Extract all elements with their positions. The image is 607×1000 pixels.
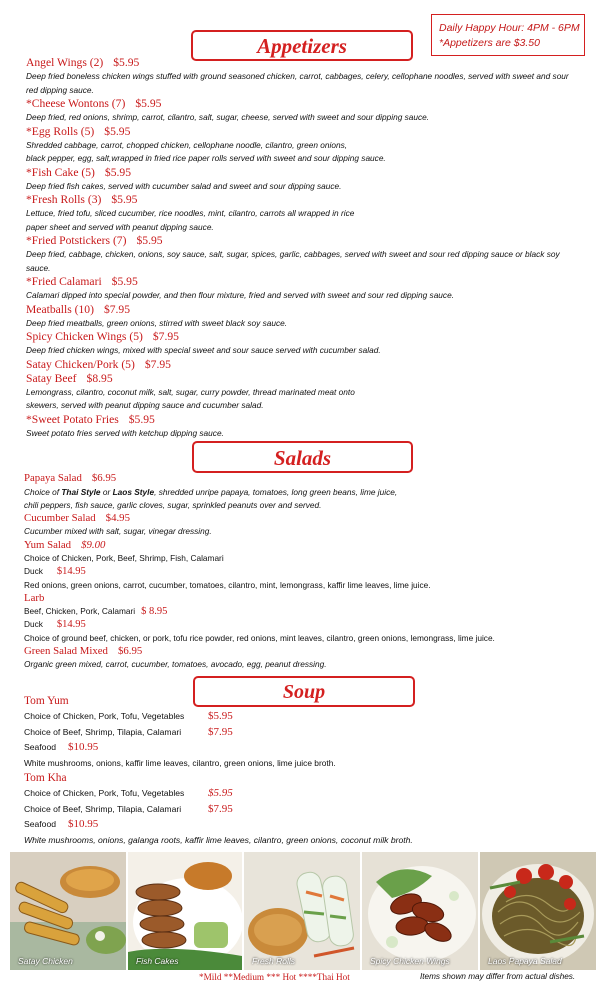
photo-laos-papaya-salad	[480, 852, 596, 970]
photo-caption: Satay Chicken	[18, 956, 73, 966]
photo-spicy-chicken-wings	[362, 852, 478, 970]
menu-item-desc: paper sheet and served with peanut dipping sauce.	[26, 221, 214, 232]
soup-title: Soup	[282, 681, 326, 703]
menu-item-desc: Choice of Thai Style or Laos Style, shredded unripe papaya, tomatoes, long green beans, lime juice,	[24, 486, 398, 497]
menu-item-option: Choice of Beef, Shrimp, Tilapia, Calamari $7.95	[24, 802, 233, 815]
menu-item-desc: chili peppers, fish sauce, garlic cloves, sugar, sprinkled peanuts over and served.	[24, 499, 322, 510]
menu-item-desc: Deep fried boneless chicken wings stuffed with ground seasoned chicken, carrot, cabbages, celery, cellophane noodles, served with sweet and sour	[26, 71, 569, 81]
menu-item-name: *Fried Potstickers (7) $5.95	[26, 234, 163, 247]
menu-item-desc: Calamari dipped into special powder, and then flour mixture, fried and served with sweet and sour red dipping sauce.	[26, 290, 454, 300]
menu-item-name: *Fresh Rolls (3) $5.95	[26, 193, 138, 206]
menu-item-option: Seafood $10.95	[24, 741, 99, 754]
menu-item-name: Satay Beef $8.95	[26, 371, 113, 385]
menu-item-desc: Red onions, green onions, carrot, cucumber, tomatoes, cilantro, mint, lemongrass, kaffir lime leaves, lime juice.	[24, 579, 431, 590]
menu-item-desc: Choice of ground beef, chicken, or pork, tofu rice powder, red onions, mint leaves, cilantro, green onions, lemongrass, lime juice.	[24, 632, 495, 643]
photo-disclaimer: Items shown may differ from actual dishes.	[420, 972, 576, 981]
menu-item-desc: red dipping sauce.	[26, 84, 94, 95]
menu-item-option: Beef, Chicken, Pork, Calamari $ 8.95	[24, 606, 168, 618]
appetizers-list	[26, 56, 607, 440]
menu-item-desc: Sweet potato fries served with ketchup dipping sauce.	[26, 427, 224, 438]
menu-item-desc: Deep fried, red onions, shrimp, carrot, cilantro, salt, sugar, cheese, served with sweet and sour dipping sauce.	[26, 112, 430, 122]
menu-item-name: *Cheese Wontons (7) $5.95	[26, 97, 162, 110]
menu-item-desc: Deep fried meatballs, green onions, stirred with sweet black soy sauce.	[26, 317, 288, 328]
photo-caption: Fresh Rolls	[252, 956, 295, 966]
menu-item-option: Choice of Chicken, Pork, Tofu, Vegetables $5.95	[24, 787, 233, 800]
menu-item-name: Green Salad Mixed $6.95	[24, 644, 143, 657]
menu-item-name: Tom Yum	[24, 695, 69, 707]
menu-item-desc: Cucumber mixed with salt, sugar, vinegar dressing.	[24, 526, 212, 537]
menu-item-name: Papaya Salad $6.95	[24, 472, 117, 484]
menu-item-option: Choice of Chicken, Pork, Beef, Shrimp, Fish, Calamari	[24, 553, 224, 564]
menu-item-name: Angel Wings (2) $5.95	[26, 56, 140, 69]
menu-item-desc: Deep fried fish cakes, served with cucumber salad and sweet and sour dipping sauce.	[26, 180, 342, 191]
salads-title: Salads	[273, 446, 332, 470]
appetizers-title: Appetizers	[257, 34, 347, 58]
menu-item-option: Seafood $10.95	[24, 818, 99, 831]
menu-item-desc: Shredded cabbage, carrot, chopped chicken, cellophane noodle, cilantro, green onions,	[26, 139, 348, 150]
menu-item-desc: black pepper, egg, salt,wrapped in fried rice paper rolls served with sweet and sour dipping sauce.	[26, 153, 386, 163]
photo-fresh-rolls	[244, 852, 360, 970]
happy-hour-box	[431, 14, 585, 56]
photo-caption: Fish Cakes	[136, 956, 179, 966]
menu-item-option: Duck $14.95	[24, 566, 86, 578]
menu-item-name: Satay Chicken/Pork (5) $7.95	[26, 357, 171, 371]
photo-satay-chicken	[10, 852, 126, 970]
menu-item-name: Larb	[24, 591, 45, 604]
menu-item-name: Spicy Chicken Wings (5) $7.95	[26, 330, 179, 343]
menu-item-desc: Lettuce, fried tofu, sliced cucumber, rice noodles, mint, cilantro, carrots all wrapped in rice	[26, 208, 355, 218]
food-photo-strip	[10, 852, 600, 972]
salads-banner	[192, 441, 413, 473]
spice-level-legend: *Mild **Medium *** Hot ****Thai Hot	[199, 972, 350, 982]
menu-item-desc: Deep fried chicken wings, mixed with special sweet and sour sauce served with cucumber salad.	[26, 345, 381, 355]
menu-item-name: Meatballs (10) $7.95	[26, 302, 131, 316]
menu-item-desc: White mushrooms, onions, kaffir lime leaves, cilantro, green onions, lime juice broth.	[24, 757, 336, 768]
menu-item-option: Duck $14.95	[24, 619, 86, 631]
menu-item-name: Cucumber Salad $4.95	[24, 511, 130, 524]
menu-item-name: *Fried Calamari $5.95	[26, 275, 138, 288]
menu-item-desc: White mushrooms, onions, galanga roots, kaffir lime leaves, cilantro, green onions, coconut milk broth.	[24, 834, 413, 845]
menu-item-desc: Lemongrass, cilantro, coconut milk, salt, sugar, curry powder, thread marinated meat onto	[26, 386, 355, 397]
salads-list	[24, 472, 607, 672]
soup-list	[24, 694, 607, 848]
menu-item-option: Choice of Chicken, Pork, Tofu, Vegetables $5.95	[24, 710, 233, 723]
happy-hour-note: *Appetizers are $3.50	[439, 37, 540, 49]
menu-item-desc: Organic green mixed, carrot, cucumber, tomatoes, avocado, egg, peanut dressing.	[24, 659, 327, 670]
menu-item-option: Choice of Beef, Shrimp, Tilapia, Calamari $7.95	[24, 725, 233, 738]
menu-item-name: *Fish Cake (5) $5.95	[26, 165, 132, 179]
menu-item-name: Yum Salad $9.00	[24, 538, 106, 551]
menu-item-name: Tom Kha	[24, 772, 67, 785]
happy-hour-time: Daily Happy Hour: 4PM - 6PM	[439, 22, 580, 34]
menu-item-desc: skewers, served with peanut dipping sauce and cucumber salad.	[26, 400, 264, 410]
menu-item-desc: sauce.	[26, 262, 51, 273]
photo-caption: Laos Papaya Salad	[488, 956, 562, 966]
photo-fish-cakes	[128, 852, 242, 970]
menu-item-name: *Egg Rolls (5) $5.95	[26, 124, 131, 138]
menu-item-desc: Deep fried, cabbage, chicken, onions, soy sauce, salt, sugar, spices, garlic, cabbages, served with sweet and sour red dipping sauce or black soy	[26, 249, 560, 259]
menu-item-name: *Sweet Potato Fries $5.95	[26, 412, 155, 426]
photo-caption: Spicy Chicken Wings	[370, 956, 450, 966]
